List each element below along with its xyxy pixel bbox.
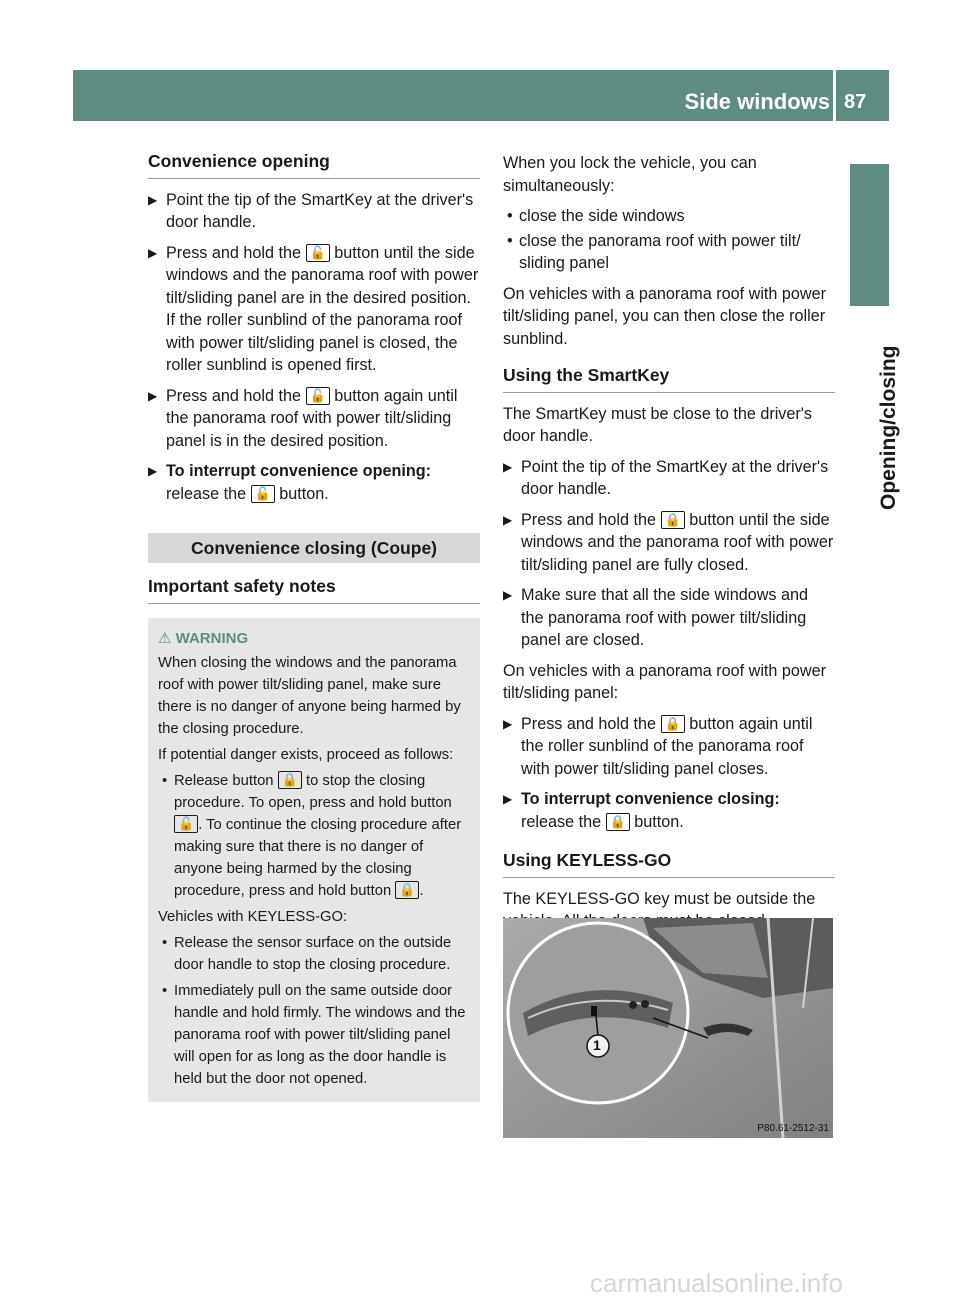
unlock-button-icon: 🔓 (251, 485, 275, 503)
unlock-button-icon: 🔓 (306, 387, 330, 405)
bullet-text: . To continue the closing procedure after making sure that there is no danger of anyone being harmed by the closing procedure, press and hold button (174, 816, 462, 899)
warning-bullet (158, 980, 472, 1090)
page-title: Side windows (684, 89, 830, 114)
step (148, 189, 480, 234)
bullet-item (503, 205, 835, 228)
step-text: button. (279, 484, 329, 503)
step-text: Press and hold the (521, 510, 656, 529)
lock-button-icon: 🔒 (661, 511, 685, 529)
heading-convenience-opening: Convenience opening (148, 150, 480, 179)
step-arrow-icon: ▶ (503, 588, 513, 602)
warning-bullet (158, 770, 472, 902)
right-column (503, 152, 835, 941)
bullet-text: Release button (174, 772, 274, 789)
paragraph: The SmartKey must be close to the driver's door handle. (503, 404, 812, 445)
step-text: button until the side windows and the panorama roof with power tilt/sliding panel are fully closed. (521, 510, 834, 574)
warning-bullet (158, 932, 472, 976)
chapter-label: Opening/closing (877, 345, 900, 510)
step (148, 460, 480, 505)
bullet-icon: • (162, 772, 168, 789)
step-text: Point the tip of the SmartKey at the driver's door handle. (521, 457, 829, 498)
warning-box (148, 618, 480, 1102)
heading-using-keyless-go: Using KEYLESS-GO (503, 849, 835, 878)
step-text: Make sure that all the side windows and the panorama roof with power tilt/sliding panel are closed. (521, 586, 809, 649)
step-arrow-icon: ▶ (503, 716, 513, 731)
step-text: release the (521, 812, 602, 831)
step-text: button until the side windows and the panorama roof with power tilt/sliding panel are in the desired position. (166, 243, 479, 307)
bullet-text: . (419, 882, 424, 899)
step-text: Press and hold the (521, 714, 656, 733)
step-text: Press and hold the (166, 243, 301, 262)
step-arrow-icon: ▶ (148, 245, 158, 260)
step (503, 509, 835, 577)
step-text: button again until the panorama roof with power tilt/sliding panel is in the desired position. (166, 386, 458, 450)
watermark-url: carmanualsonline.info (590, 1268, 843, 1298)
bullet-icon: • (507, 207, 513, 225)
chapter-label-wrap (855, 320, 900, 560)
step-text: button again until the roller sunblind of the panorama roof with power tilt/sliding panel closes. (521, 714, 813, 778)
warning-triangle-icon: ⚠ (158, 629, 172, 647)
bullet-text: close the panorama roof with power tilt/ sliding panel (519, 231, 801, 272)
paragraph: On vehicles with a panorama roof with power tilt/sliding panel, you can then close the roller sunblind. (503, 284, 827, 348)
step-arrow-icon: ▶ (148, 464, 158, 478)
step-note: If the roller sunblind of the panorama roof with power tilt/sliding panel is closed, the roller sunblind is opened first. (166, 311, 463, 374)
step (503, 788, 835, 833)
door-handle-figure (503, 918, 833, 1138)
step (148, 242, 480, 377)
step-text: Press and hold the (166, 386, 301, 405)
lock-button-icon: 🔒 (606, 813, 630, 831)
bullet-icon: • (507, 231, 513, 250)
step-text: release the (166, 484, 247, 503)
chapter-tab (850, 164, 889, 306)
step-arrow-icon: ▶ (503, 512, 513, 527)
bullet-icon: • (162, 982, 168, 999)
warning-title (158, 628, 472, 650)
figure-reference: P80.61-2512-31 (757, 1123, 829, 1134)
left-column (148, 150, 480, 1102)
step-arrow-icon: ▶ (503, 459, 513, 474)
page-number: 87 (844, 91, 867, 113)
heading-using-smartkey: Using the SmartKey (503, 364, 835, 393)
step-arrow-icon: ▶ (503, 792, 513, 806)
heading-safety-notes: Important safety notes (148, 575, 480, 604)
bullet-icon: • (162, 934, 168, 951)
warning-title-text: WARNING (175, 629, 249, 647)
unlock-button-icon: 🔓 (174, 815, 198, 833)
step-text: button. (634, 812, 684, 831)
header-separator (833, 70, 836, 121)
door-handle-illustration (503, 918, 833, 1138)
lock-button-icon: 🔒 (395, 881, 419, 899)
step (503, 456, 835, 501)
bullet-text: Release the sensor surface on the outside door handle to stop the closing procedure. (174, 934, 452, 973)
step (503, 713, 835, 781)
step-arrow-icon: ▶ (148, 388, 158, 403)
unlock-button-icon: 🔓 (306, 244, 330, 262)
warning-text: When closing the windows and the panorama roof with power tilt/sliding panel, make sure there is no danger of anyone being harmed by the closing procedure. (158, 654, 461, 737)
section-heading-coupe: Convenience closing (Coupe) (148, 533, 480, 563)
step-text: Point the tip of the SmartKey at the driver's door handle. (166, 190, 474, 231)
paragraph: The KEYLESS-GO key must be outside the (503, 889, 816, 908)
bullet-text: Immediately pull on the same outside door handle and hold firmly. The windows and the panorama roof with power tilt/sliding panel will open for as long as the door handle is held but the door not opened. (174, 982, 466, 1087)
step-bold: To interrupt convenience closing: (521, 790, 780, 808)
lock-button-icon: 🔒 (278, 771, 302, 789)
bullet-item (503, 230, 835, 275)
callout-number: 1 (593, 1037, 601, 1053)
warning-text: Vehicles with KEYLESS-GO: (158, 908, 348, 925)
paragraph: On vehicles with a panorama roof with power tilt/sliding panel: (503, 661, 827, 702)
bullet-text: to stop the closing procedure. To open, press and hold button (174, 772, 452, 811)
step-bold: To interrupt convenience opening: (166, 462, 432, 480)
step (148, 385, 480, 453)
lock-button-icon: 🔒 (661, 715, 685, 733)
bullet-text: close the side windows (519, 207, 685, 225)
step-arrow-icon: ▶ (148, 192, 158, 207)
step (503, 584, 835, 652)
warning-text: If potential danger exists, proceed as follows: (158, 746, 454, 763)
paragraph: When you lock the vehicle, you can simultaneously: (503, 154, 757, 195)
